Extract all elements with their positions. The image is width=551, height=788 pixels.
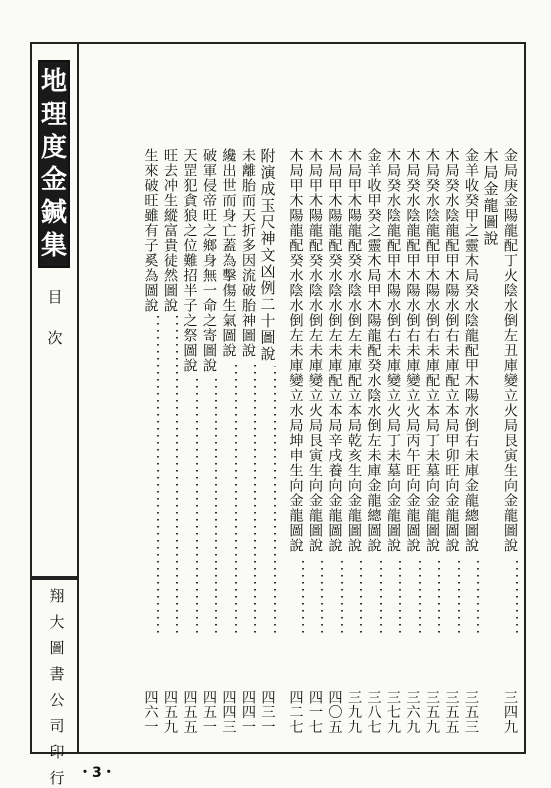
toc-entry[interactable] <box>326 148 343 738</box>
toc-entry-page: 四五一 <box>201 689 217 734</box>
toc-entry-page: 四二七 <box>287 689 304 734</box>
publisher-rule <box>30 576 79 580</box>
toc-entry-page: 三五九 <box>424 689 440 734</box>
toc-entry-page: 三七九 <box>385 689 401 734</box>
toc-entry-page: 四六一 <box>142 689 159 734</box>
toc-entry-page: 四三一 <box>259 689 276 734</box>
toc-entry-title: 生來破旺雖有子奚為圖說 <box>142 148 159 316</box>
toc-entry[interactable] <box>423 148 440 738</box>
column-gap <box>278 148 284 738</box>
publisher-char: 印 <box>49 743 65 761</box>
toc-entry-page: 三六九 <box>404 689 421 734</box>
toc-entry[interactable] <box>142 148 159 738</box>
toc-entry[interactable] <box>181 148 198 738</box>
toc-entries <box>98 148 518 738</box>
toc-entry-title: 木局甲木陽龍配癸水陰水倒左未庫配立本局乾亥生向金龍圖說 <box>345 148 362 556</box>
toc-entry-title: 木局甲木陽龍配癸水陰水倒左未庫變立火局艮寅生向金龍圖說 <box>306 148 323 556</box>
toc-entry[interactable] <box>384 148 401 738</box>
toc-entry-page: 四四三 <box>220 689 237 734</box>
toc-entry-title: 金局庚金陽龍配丁火陰水倒左丑庫變立火局艮寅生向金龍圖說 <box>501 148 518 556</box>
toc-entry-title: 旺去冲生縱富貴徒然圖說 <box>161 148 178 316</box>
toc-entry-title: 木局癸水陰龍配甲木陽水倒右未庫配立本局甲卯旺向金龍圖說 <box>443 148 460 556</box>
toc-label-char: 目 <box>47 288 63 306</box>
toc-entry-title: 附演成玉尺神文凶例二十圖說 <box>259 148 276 366</box>
toc-entry[interactable] <box>200 148 217 738</box>
toc-entry[interactable] <box>404 148 421 738</box>
publisher-char: 行 <box>49 769 65 787</box>
toc-entry[interactable] <box>345 148 362 738</box>
toc-entry[interactable] <box>239 148 256 738</box>
toc-entry[interactable] <box>161 148 178 738</box>
toc-entry[interactable] <box>443 148 460 738</box>
publisher-char: 翔 <box>49 587 65 605</box>
toc-entry-title: 木局甲木陽龍配癸水陰水倒左未庫配立本局辛戌養向金龍圖說 <box>326 148 343 556</box>
toc-section-heading[interactable] <box>259 148 276 738</box>
toc-entry-page: 三四九 <box>502 689 518 734</box>
publisher-char: 圖 <box>49 639 65 657</box>
book-title-char: 金 <box>40 165 67 196</box>
page-number: ・3・ <box>78 765 116 781</box>
toc-entry-title: 纔出世而身亡蓋為擊傷生氣圖說 <box>220 148 237 361</box>
toc-label <box>46 286 64 348</box>
toc-entry[interactable] <box>287 148 304 738</box>
book-title-char: 地 <box>40 67 67 98</box>
book-title-char: 鍼 <box>40 197 67 228</box>
side-column-divider <box>77 42 79 754</box>
toc-entry[interactable] <box>501 148 518 738</box>
toc-entry-title: 破軍侵帝旺之鄉身無一命之寄圖說 <box>200 148 217 376</box>
toc-entry-page: 四五九 <box>162 689 178 734</box>
toc-entry-page: 四〇五 <box>326 689 343 734</box>
toc-entry[interactable] <box>220 148 237 738</box>
toc-entry-page: 四五五 <box>181 689 198 734</box>
publisher-char: 大 <box>49 613 65 631</box>
toc-entry-title: 木局癸水陰龍配甲木陽水倒右未庫變立火局丙午旺向金龍圖說 <box>404 148 421 556</box>
book-title-char: 集 <box>40 230 67 261</box>
toc-entry-page: 四四一 <box>240 689 256 734</box>
toc-entry-title: 天罡犯貪狼之位難招半子之祭圖說 <box>181 148 198 376</box>
publisher-name <box>48 585 66 788</box>
toc-entry-page: 三九九 <box>346 689 362 734</box>
toc-entry[interactable] <box>365 148 382 738</box>
toc-entry-title: 木局金龍圖說 <box>482 148 499 250</box>
book-title <box>38 60 70 268</box>
toc-entry[interactable] <box>306 148 323 738</box>
toc-entry-title: 木局癸水陰龍配甲木陽水倒右未庫變立火局丁未墓向金龍圖說 <box>384 148 401 556</box>
toc-label-char: 次 <box>47 329 63 347</box>
toc-entry-title: 木局甲木陽龍配癸水陰水倒左未庫變立水局坤申生向金龍圖說 <box>287 148 304 556</box>
toc-entry-title: 金羊收甲癸之靈木局甲木陽龍配癸水陰水倒左未庫金龍總圖說 <box>365 148 382 556</box>
toc-entry-page: 四一七 <box>307 689 323 734</box>
toc-entry-page: 三八七 <box>365 689 382 734</box>
publisher-char: 書 <box>49 665 65 683</box>
toc-entry-page: 三五三 <box>463 689 479 734</box>
toc-entry[interactable] <box>462 148 479 738</box>
book-title-char: 度 <box>40 132 67 163</box>
toc-entry-title: 未離胎而天折多因流破胎神圖說 <box>239 148 256 361</box>
toc-section-heading[interactable] <box>482 148 499 738</box>
book-title-char: 理 <box>40 99 67 130</box>
toc-entry-title: 木局癸水陰龍配甲木陽水倒右未庫配立本局丁未墓向金龍圖說 <box>423 148 440 556</box>
toc-entry-page: 三五五 <box>443 689 460 734</box>
publisher-char: 公 <box>49 691 65 709</box>
toc-entry-title: 金羊收癸甲之靈木局癸水陰龍配甲木陽水倒右未庫金龍總圖說 <box>462 148 479 556</box>
publisher-char: 司 <box>49 717 65 735</box>
